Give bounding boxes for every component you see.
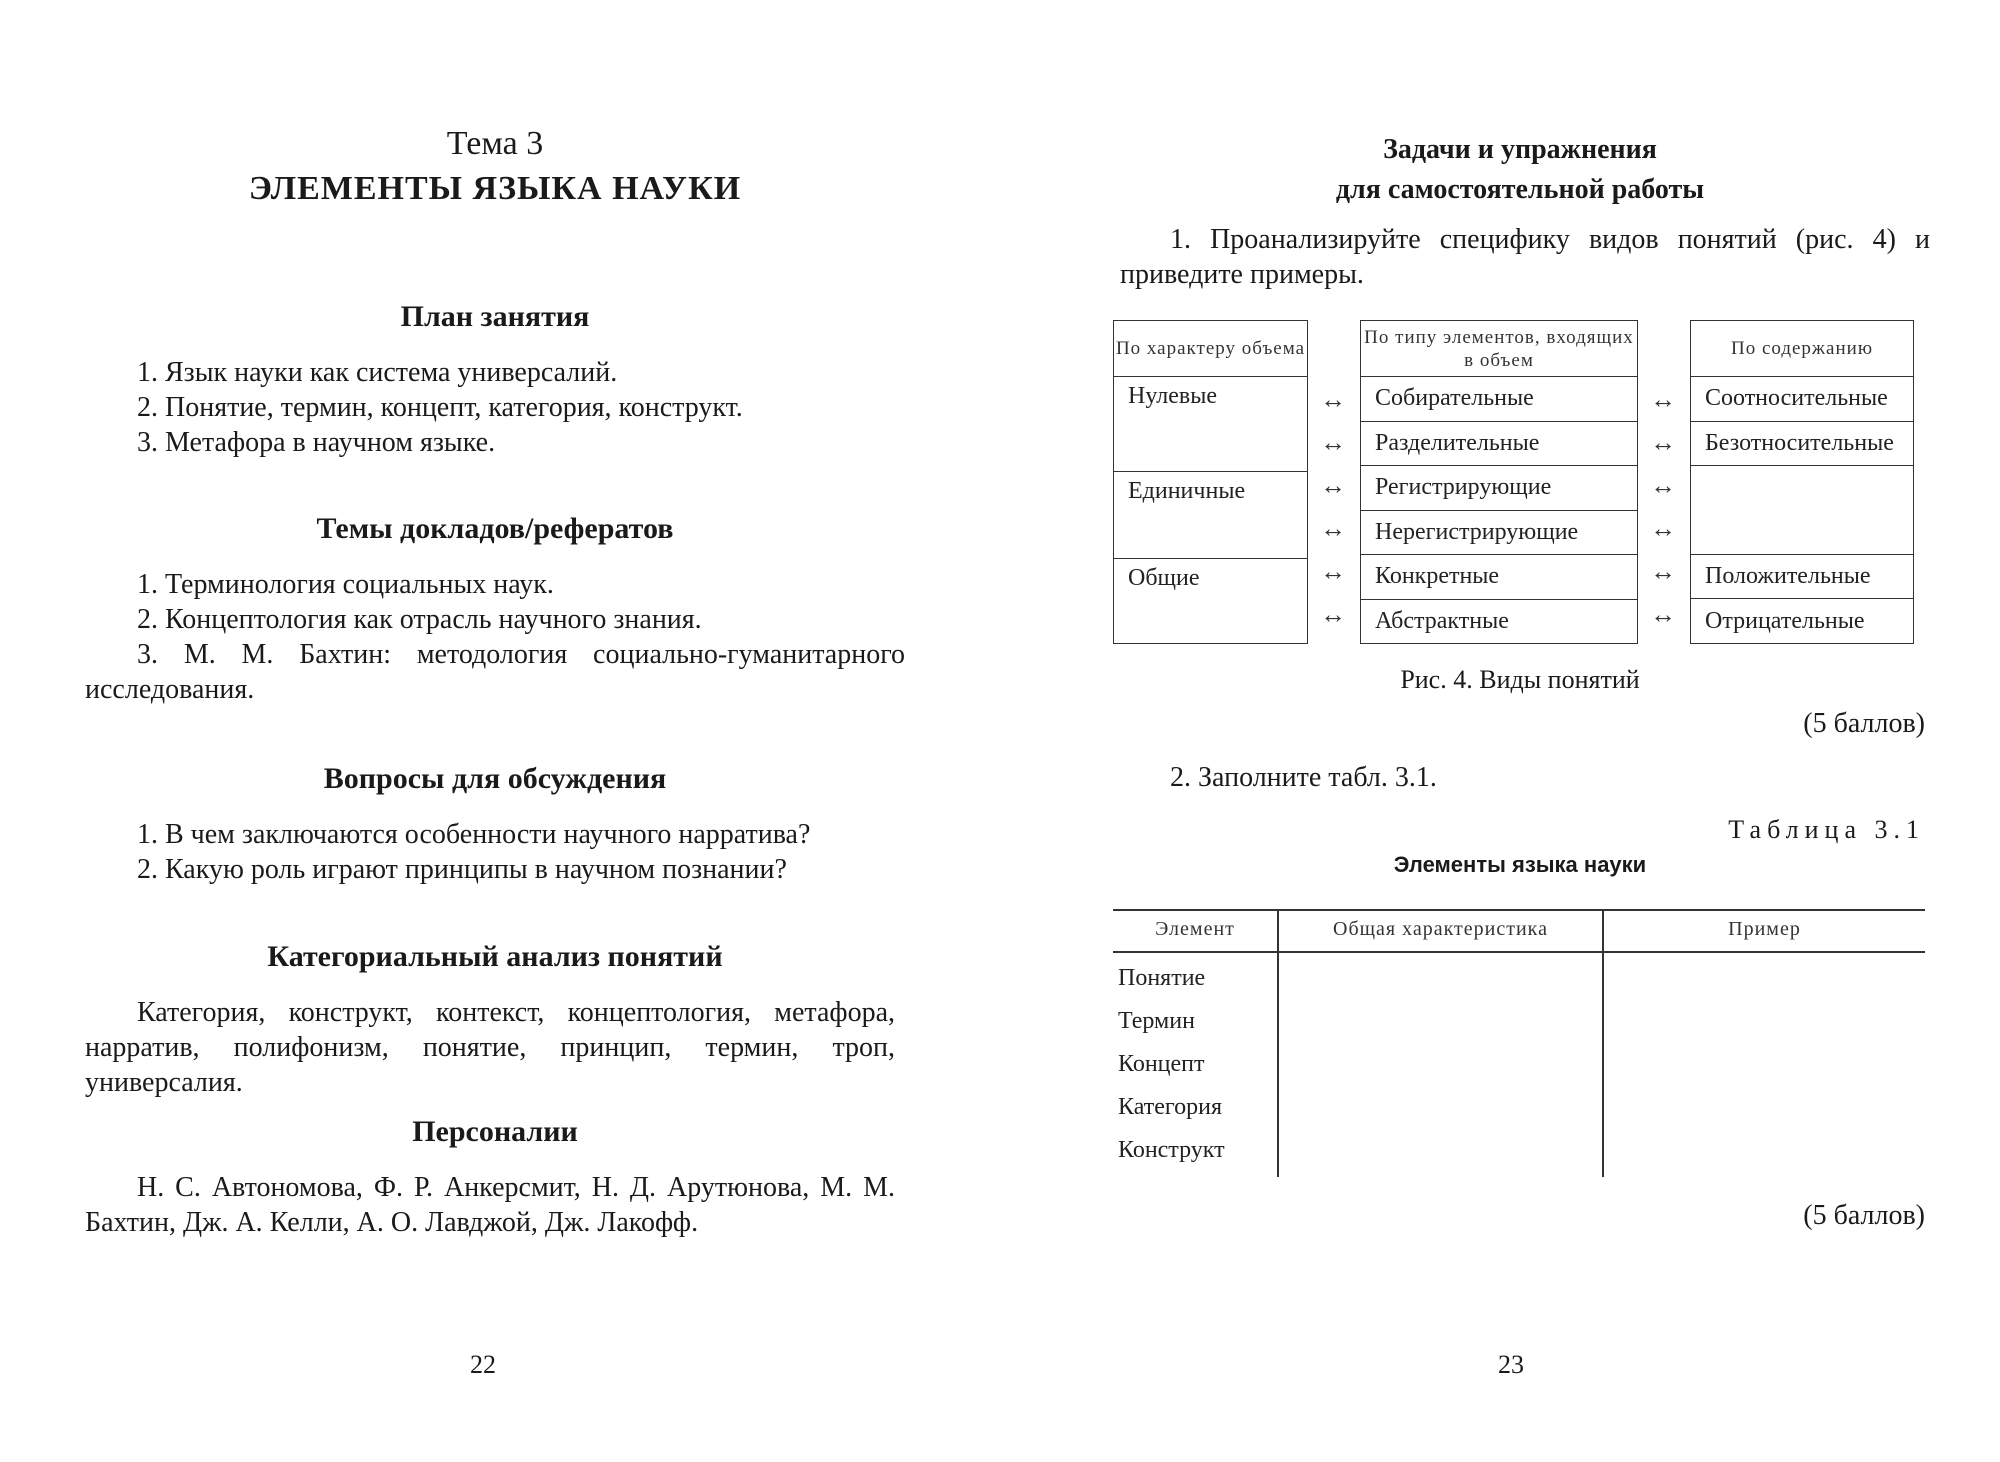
tasks-heading-line2: для самостоятельной работы xyxy=(1335,174,1705,205)
diagram-col-body xyxy=(1361,377,1637,643)
diagram-cell: Регистрирующие xyxy=(1361,466,1637,511)
tasks-heading xyxy=(1110,130,1930,210)
diagram-col-content xyxy=(1690,320,1914,644)
diagram-cell: Безотносительные xyxy=(1691,422,1913,467)
diagram-col-volume xyxy=(1113,320,1308,644)
analysis-heading: Категориальный анализ понятий xyxy=(267,940,723,973)
bidirectional-arrow-icon: ↔ xyxy=(1650,514,1676,543)
bidirectional-arrow-icon: ↔ xyxy=(1320,600,1346,629)
reports-heading: Темы докладов/рефератов xyxy=(316,512,674,545)
diagram-cell: Нулевые xyxy=(1114,377,1307,472)
list-item: 3. М. М. Бахтин: методология социально-гуманитарного исследования. xyxy=(85,639,905,705)
table-row: Термин xyxy=(1118,1008,1195,1034)
persons-heading: Персоналии xyxy=(412,1115,578,1148)
task2-text: 2. Заполните табл. 3.1. xyxy=(1170,762,1437,793)
list-item: 1. Терминология социальных наук. xyxy=(137,569,554,600)
page-number: 22 xyxy=(470,1350,496,1379)
analysis-text: Категория, конструкт, контекст, концептология, метафора, нарратив, полифонизм, понятие, принцип, термин, троп, универсалия. xyxy=(85,997,895,1098)
diagram-cell-empty xyxy=(1691,466,1913,554)
diagram-cell: Конкретные xyxy=(1361,555,1637,600)
list-item: 1. Язык науки как система универсалий. xyxy=(137,357,618,388)
bidirectional-arrow-icon: ↔ xyxy=(1320,514,1346,543)
table-col-divider xyxy=(1277,909,1279,1177)
table-row: Категория xyxy=(1118,1094,1222,1120)
diagram-col-body xyxy=(1691,377,1913,643)
bidirectional-arrow-icon: ↔ xyxy=(1320,428,1346,457)
score-label: (5 баллов) xyxy=(1803,1200,1925,1231)
diagram-col-header: По характеру объема xyxy=(1114,321,1307,377)
tasks-heading-line1: Задачи и упражнения xyxy=(1383,134,1657,165)
bidirectional-arrow-icon: ↔ xyxy=(1650,428,1676,457)
questions-heading: Вопросы для обсуждения xyxy=(323,762,667,795)
table-top-rule xyxy=(1113,909,1925,911)
table-label: Таблица 3.1 xyxy=(1728,815,1925,844)
diagram-col-header: По типу элементов, входящих в объем xyxy=(1361,321,1637,377)
diagram-cell: Общие xyxy=(1128,565,1200,591)
table-header-cell: Общая характеристика xyxy=(1333,918,1548,940)
topic-number: Тема 3 xyxy=(446,125,544,162)
table-header-cell: Пример xyxy=(1728,918,1801,940)
list-item: 2. Какую роль играют принципы в научном познании? xyxy=(137,854,787,885)
bidirectional-arrow-icon: ↔ xyxy=(1650,385,1676,414)
figure-caption: Рис. 4. Виды понятий xyxy=(1400,665,1640,694)
list-item: 2. Понятие, термин, концепт, категория, конструкт. xyxy=(137,392,743,423)
list-item: 3. Метафора в научном языке. xyxy=(137,427,496,458)
diagram-cell: Единичные xyxy=(1114,472,1307,559)
reports-list xyxy=(85,567,905,707)
diagram-cell: Абстрактные xyxy=(1375,607,1509,634)
bidirectional-arrow-icon: ↔ xyxy=(1320,385,1346,414)
diagram-cell: Собирательные xyxy=(1361,377,1637,422)
table-header-rule xyxy=(1113,951,1925,953)
table-row: Концепт xyxy=(1118,1051,1205,1077)
table-row: Конструкт xyxy=(1118,1137,1225,1163)
diagram-cell: Отрицательные xyxy=(1705,607,1865,634)
table-title: Элементы языка науки xyxy=(1393,852,1647,877)
page-number: 23 xyxy=(1498,1350,1524,1379)
diagram-cell: Соотносительные xyxy=(1691,377,1913,422)
diagram-col-elements xyxy=(1360,320,1638,644)
table-col-divider xyxy=(1602,909,1604,1177)
bidirectional-arrow-icon: ↔ xyxy=(1650,471,1676,500)
diagram-col-header: По содержанию xyxy=(1691,321,1913,377)
score-label: (5 баллов) xyxy=(1803,708,1925,739)
diagram-cell: Нерегистрирующие xyxy=(1361,511,1637,556)
plan-list xyxy=(85,355,905,460)
topic-title: ЭЛЕМЕНТЫ ЯЗЫКА НАУКИ xyxy=(248,170,742,207)
bidirectional-arrow-icon: ↔ xyxy=(1320,557,1346,586)
right-page xyxy=(1000,0,2000,1462)
plan-heading: План занятия xyxy=(400,300,590,333)
table-header-cell: Элемент xyxy=(1155,918,1235,940)
task1-text: 1. Проанализируйте специфику видов понятий (рис. 4) и приведите примеры. xyxy=(1120,224,1930,290)
diagram-cell: Разделительные xyxy=(1361,422,1637,467)
table-row: Понятие xyxy=(1118,965,1206,991)
questions-list xyxy=(85,817,905,887)
list-item: 2. Концептология как отрасль научного знания. xyxy=(137,604,702,635)
bidirectional-arrow-icon: ↔ xyxy=(1650,557,1676,586)
list-item: 1. В чем заключаются особенности научного нарратива? xyxy=(137,819,811,850)
persons-text: Н. С. Автономова, Ф. Р. Анкерсмит, Н. Д. Арутюнова, М. М. Бахтин, Дж. А. Келли, А. О. Лавджой, Дж. Лакофф. xyxy=(85,1172,895,1238)
bidirectional-arrow-icon: ↔ xyxy=(1650,600,1676,629)
bidirectional-arrow-icon: ↔ xyxy=(1320,471,1346,500)
diagram-cell: Положительные xyxy=(1691,555,1913,600)
